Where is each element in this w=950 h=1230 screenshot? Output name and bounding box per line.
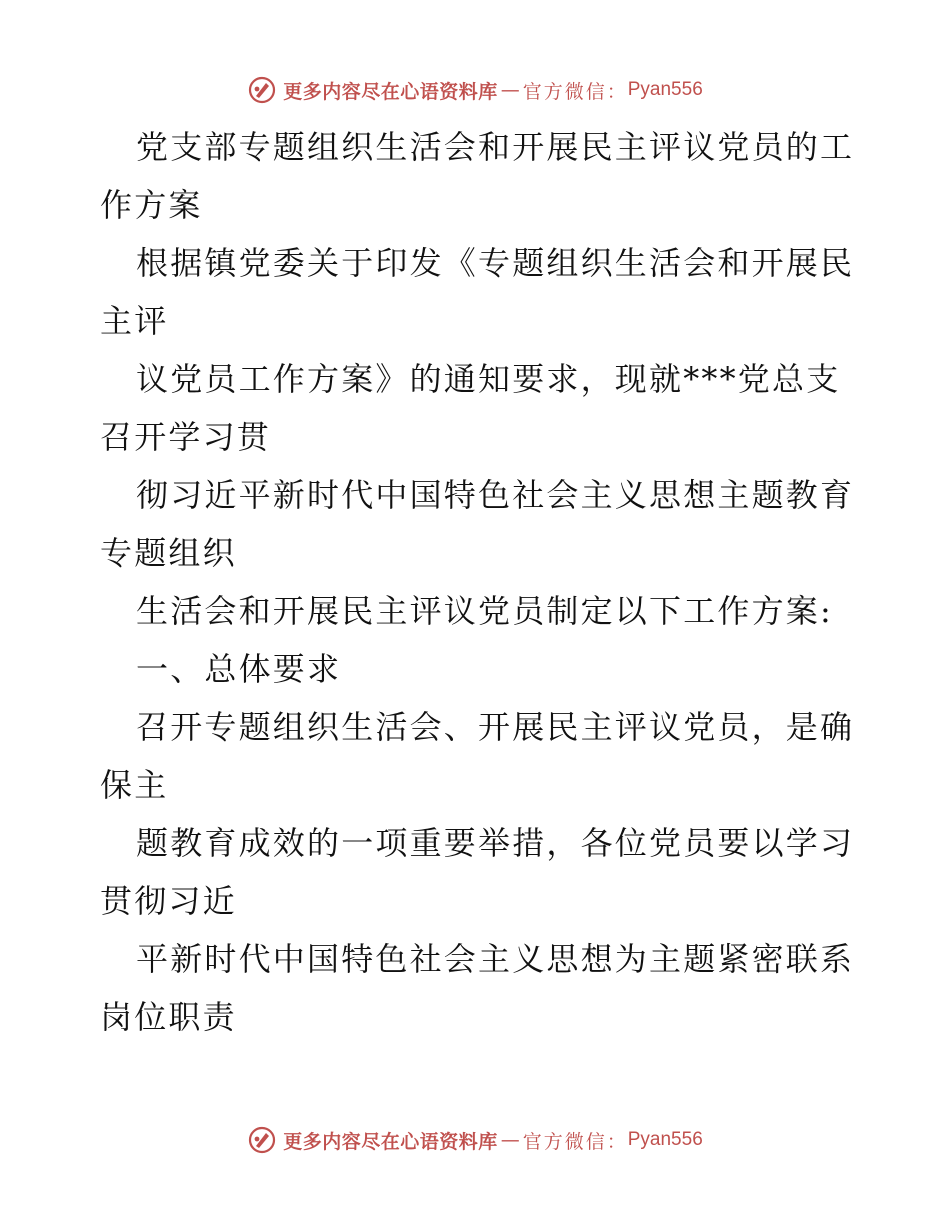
paragraph-continuation: 岗位职责 xyxy=(100,998,237,1036)
paragraph-continuation: 作方案 xyxy=(100,186,203,224)
document-paragraph xyxy=(100,466,860,582)
document-paragraph xyxy=(100,582,860,640)
library-logo-icon xyxy=(247,1125,277,1155)
paragraph-line: 平新时代中国特色社会主义思想为主题紧密联系 xyxy=(136,940,855,978)
paragraph-continuation: 召开学习贯 xyxy=(100,418,272,456)
banner-wechat-label: 官方微信： xyxy=(522,1130,628,1153)
document-paragraph xyxy=(100,930,860,1046)
document-paragraph xyxy=(100,698,860,814)
document-paragraph xyxy=(100,234,860,350)
paragraph-continuation: 贯彻习近 xyxy=(100,882,237,920)
library-logo-icon xyxy=(247,75,277,105)
paragraph-line: 生活会和开展民主评议党员制定以下工作方案: xyxy=(136,592,833,630)
paragraph-line: 一、总体要求 xyxy=(136,650,342,688)
paragraph-line: 议党员工作方案》的通知要求，现就***党总支 xyxy=(136,360,841,398)
paragraph-line: 彻习近平新时代中国特色社会主义思想主题教育 xyxy=(136,476,855,514)
document-paragraph xyxy=(100,814,860,930)
banner-site-text: 更多内容尽在心语资料库 xyxy=(283,1130,498,1153)
paragraph-continuation: 主评 xyxy=(100,302,169,340)
banner-separator: — xyxy=(500,79,520,101)
paragraph-continuation: 专题组织 xyxy=(100,534,237,572)
paragraph-line: 题教育成效的一项重要举措，各位党员要以学习 xyxy=(136,824,855,862)
paragraph-continuation: 保主 xyxy=(100,766,169,804)
paragraph-line: 党支部专题组织生活会和开展民主评议党员的工 xyxy=(136,128,855,166)
footer-watermark-banner xyxy=(0,1120,950,1160)
document-title xyxy=(100,118,860,234)
banner-separator: — xyxy=(500,1129,520,1151)
banner-wechat-label: 官方微信： xyxy=(522,80,628,103)
paragraph-line: 召开专题组织生活会、开展民主评议党员，是确 xyxy=(136,708,855,746)
document-body xyxy=(100,118,860,1046)
paragraph-line: 根据镇党委关于印发《专题组织生活会和开展民 xyxy=(136,244,855,282)
banner-wechat-id: Pyan556 xyxy=(627,1129,703,1150)
document-paragraph xyxy=(100,350,860,466)
section-heading xyxy=(100,640,860,698)
banner-wechat-id: Pyan556 xyxy=(627,79,703,100)
header-watermark-banner xyxy=(0,70,950,110)
banner-site-text: 更多内容尽在心语资料库 xyxy=(283,80,498,103)
